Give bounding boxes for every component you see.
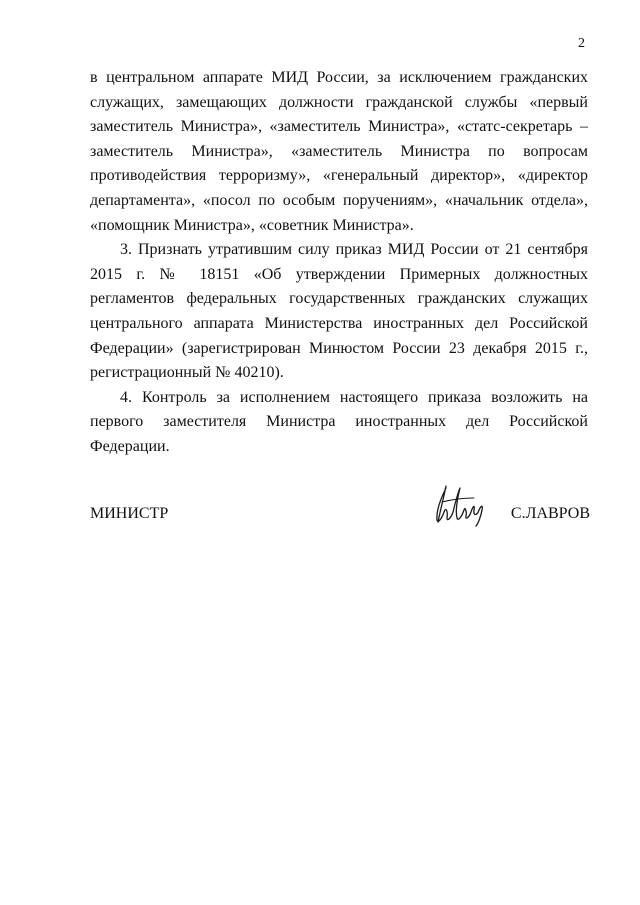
- signatory-title: МИНИСТР: [90, 505, 169, 522]
- handwritten-signature-icon: [430, 482, 490, 528]
- paragraph-item-3: 3. Признать утратившим силу приказ МИД России от 21 сентября 2015 г. № 18151 «Об утверждении Примерных должностных регламентов федеральных государственных гражданских служащих центрального аппарата Министерства иностранных дел Российской Федерации» (зарегистрирован Минюстом России 23 декабря 2015 г., регистрационный № 40210).: [90, 241, 588, 382]
- page-number: 2: [578, 36, 585, 51]
- paragraph-item-4: 4. Контроль за исполнением настоящего приказа возложить на первого заместителя Министра иностранных дел Российской Федерации.: [90, 388, 588, 455]
- signatory-name: С.ЛАВРОВ: [510, 505, 590, 522]
- signature-block: [90, 482, 590, 542]
- document-body: [90, 66, 588, 460]
- paragraph-continuation: в центральном аппарате МИД России, за исключением гражданских служащих, замещающих должности гражданской службы «первый заместитель Министра», «заместитель Министра», «статс-секретарь – заместитель Министра», «заместитель Министра по вопросам противодействия терроризму», «генеральный директор», «директор департамента», «посол по особым поручениям», «начальник отдела», «помощник Министра», «советник Министра».: [90, 69, 588, 234]
